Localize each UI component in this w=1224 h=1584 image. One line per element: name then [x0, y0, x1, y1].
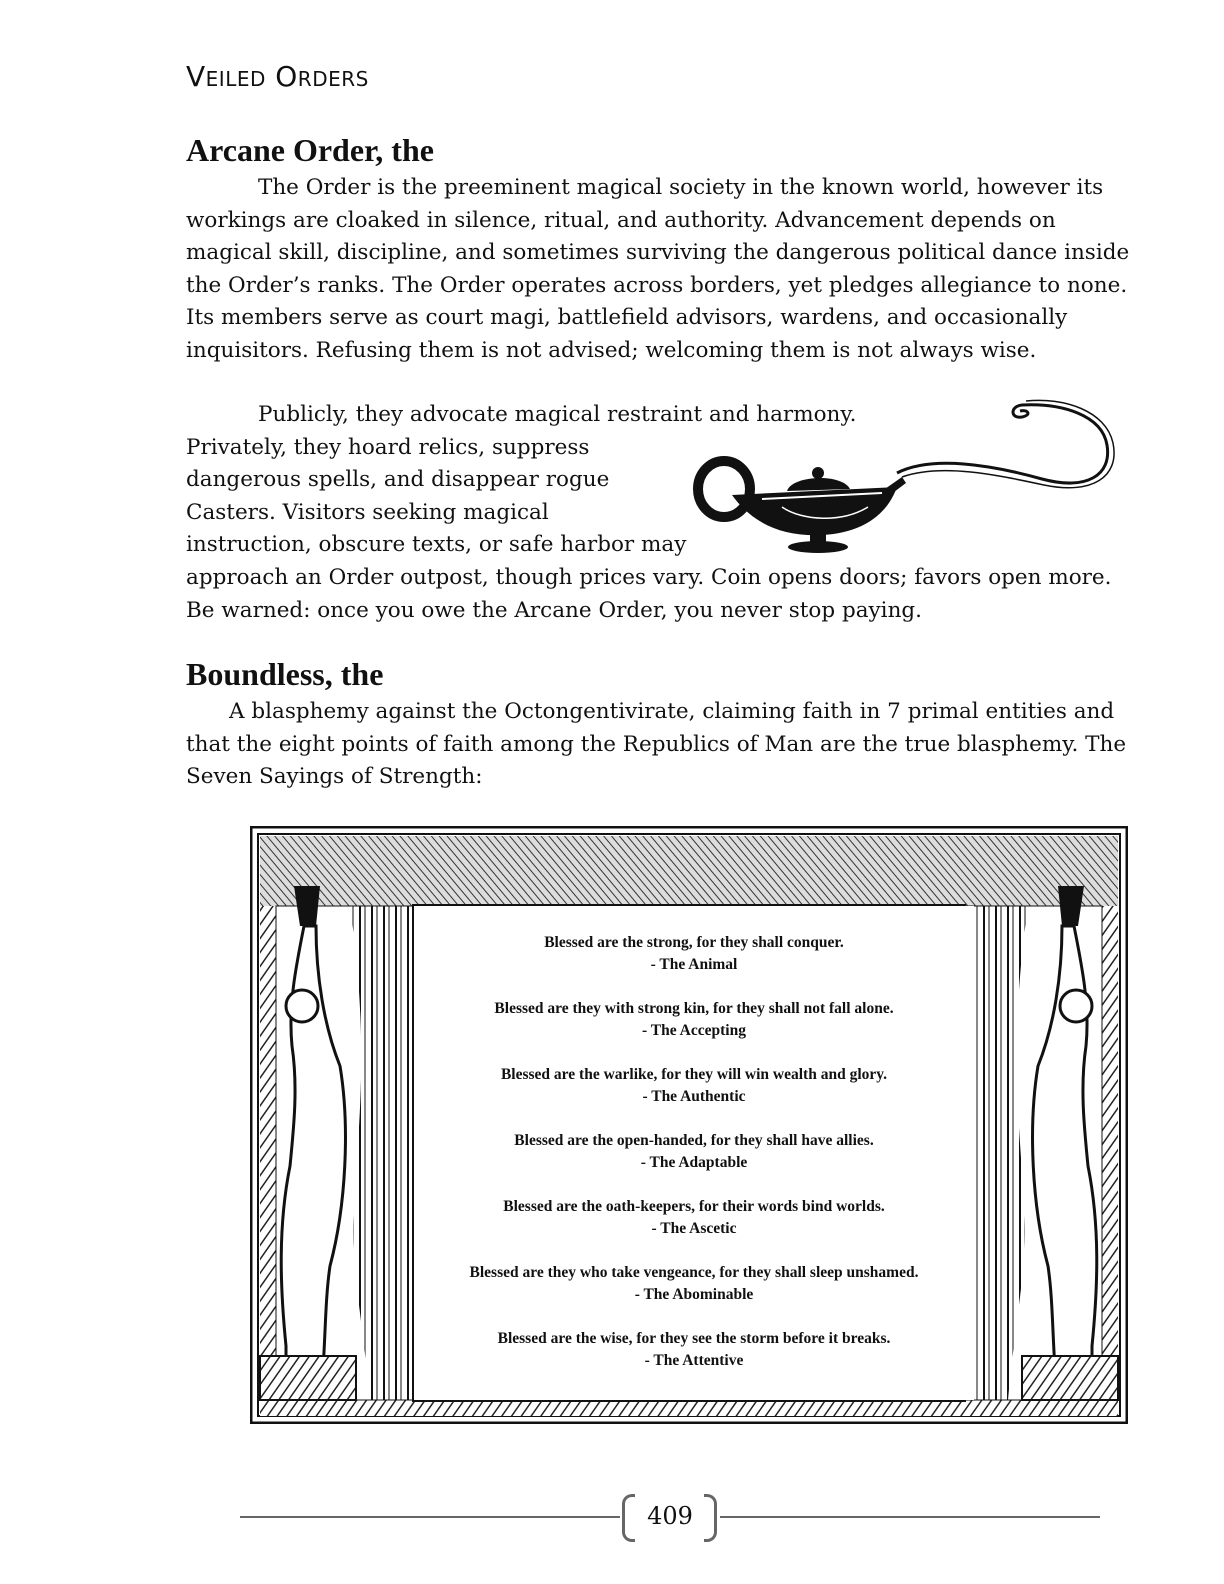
saying-5	[414, 1196, 974, 1240]
saying-3	[414, 1064, 974, 1108]
oil-lamp-illustration	[692, 395, 1122, 557]
saying-text: Blessed are the oath-keepers, for their words bind worlds.	[503, 1198, 885, 1215]
saying-4	[414, 1130, 974, 1174]
saying-1	[414, 932, 974, 976]
paragraph-line: dangerous spells, and disappear rogue	[186, 467, 610, 493]
footer-rule-right	[720, 1516, 1100, 1518]
footer-rule-left	[240, 1516, 620, 1518]
saying-text: Blessed are they who take vengeance, for they shall sleep unshamed.	[469, 1264, 919, 1281]
paragraph-line: instruction, obscure texts, or safe harbor may	[186, 532, 687, 558]
saying-attribution: - The Abominable	[634, 1286, 754, 1303]
saying-attribution: - The Authentic	[642, 1088, 746, 1105]
saying-attribution: - The Ascetic	[651, 1220, 737, 1237]
saying-7	[414, 1328, 974, 1372]
paragraph-line: Casters. Visitors seeking magical	[186, 499, 549, 525]
saying-text: Blessed are the wise, for they see the storm before it breaks.	[497, 1330, 891, 1347]
paragraph-line: Privately, they hoard relics, suppress	[186, 434, 590, 460]
saying-text: Blessed are the open-handed, for they shall have allies.	[514, 1132, 874, 1149]
saying-attribution: - The Animal	[650, 956, 738, 973]
section-heading-boundless: Boundless, the	[186, 656, 384, 692]
section-heading-arcane-order: Arcane Order, the	[186, 132, 434, 168]
saying-attribution: - The Adaptable	[640, 1154, 748, 1171]
saying-attribution: - The Accepting	[642, 1022, 746, 1039]
paragraph-line: approach an Order outpost, though prices vary. Coin opens doors; favors open more. Be warned: once you owe the Arcane Order, you never stop paying.	[186, 564, 1112, 623]
paragraph-line: Publicly, they advocate magical restraint and harmony.	[258, 402, 857, 427]
saying-text: Blessed are the strong, for they shall conquer.	[544, 934, 844, 951]
saying-text: Blessed are they with strong kin, for they shall not fall alone.	[494, 1000, 894, 1017]
saying-attribution: - The Attentive	[644, 1352, 744, 1369]
arcane-order-paragraph-1: The Order is the preeminent magical society in the known world, however its workings are cloaked in silence, ritual, and authority. Advancement depends on magical skill, discipline, and sometimes surviving the dangerous political dance inside the Order’s ranks. The Order operates across borders, yet pledges allegiance to none. Its members serve as court magi, battlefield advisors, wardens, and occasionally inquisitors. Refusing them is not advised; welcoming them is not always wise.	[186, 175, 1130, 363]
saying-6	[414, 1262, 974, 1306]
running-header: Veiled Orders	[186, 60, 369, 93]
saying-text: Blessed are the warlike, for they will win wealth and glory.	[500, 1066, 888, 1083]
seven-sayings-panel	[414, 906, 974, 1400]
saying-2	[414, 998, 974, 1042]
page-number: 409	[647, 1502, 693, 1530]
boundless-paragraph-1: A blasphemy against the Octongentivirate, claiming faith in 7 primal entities and that the eight points of faith among the Republics of Man are the true blasphemy. The Seven Sayings of Strength:	[186, 699, 1127, 790]
